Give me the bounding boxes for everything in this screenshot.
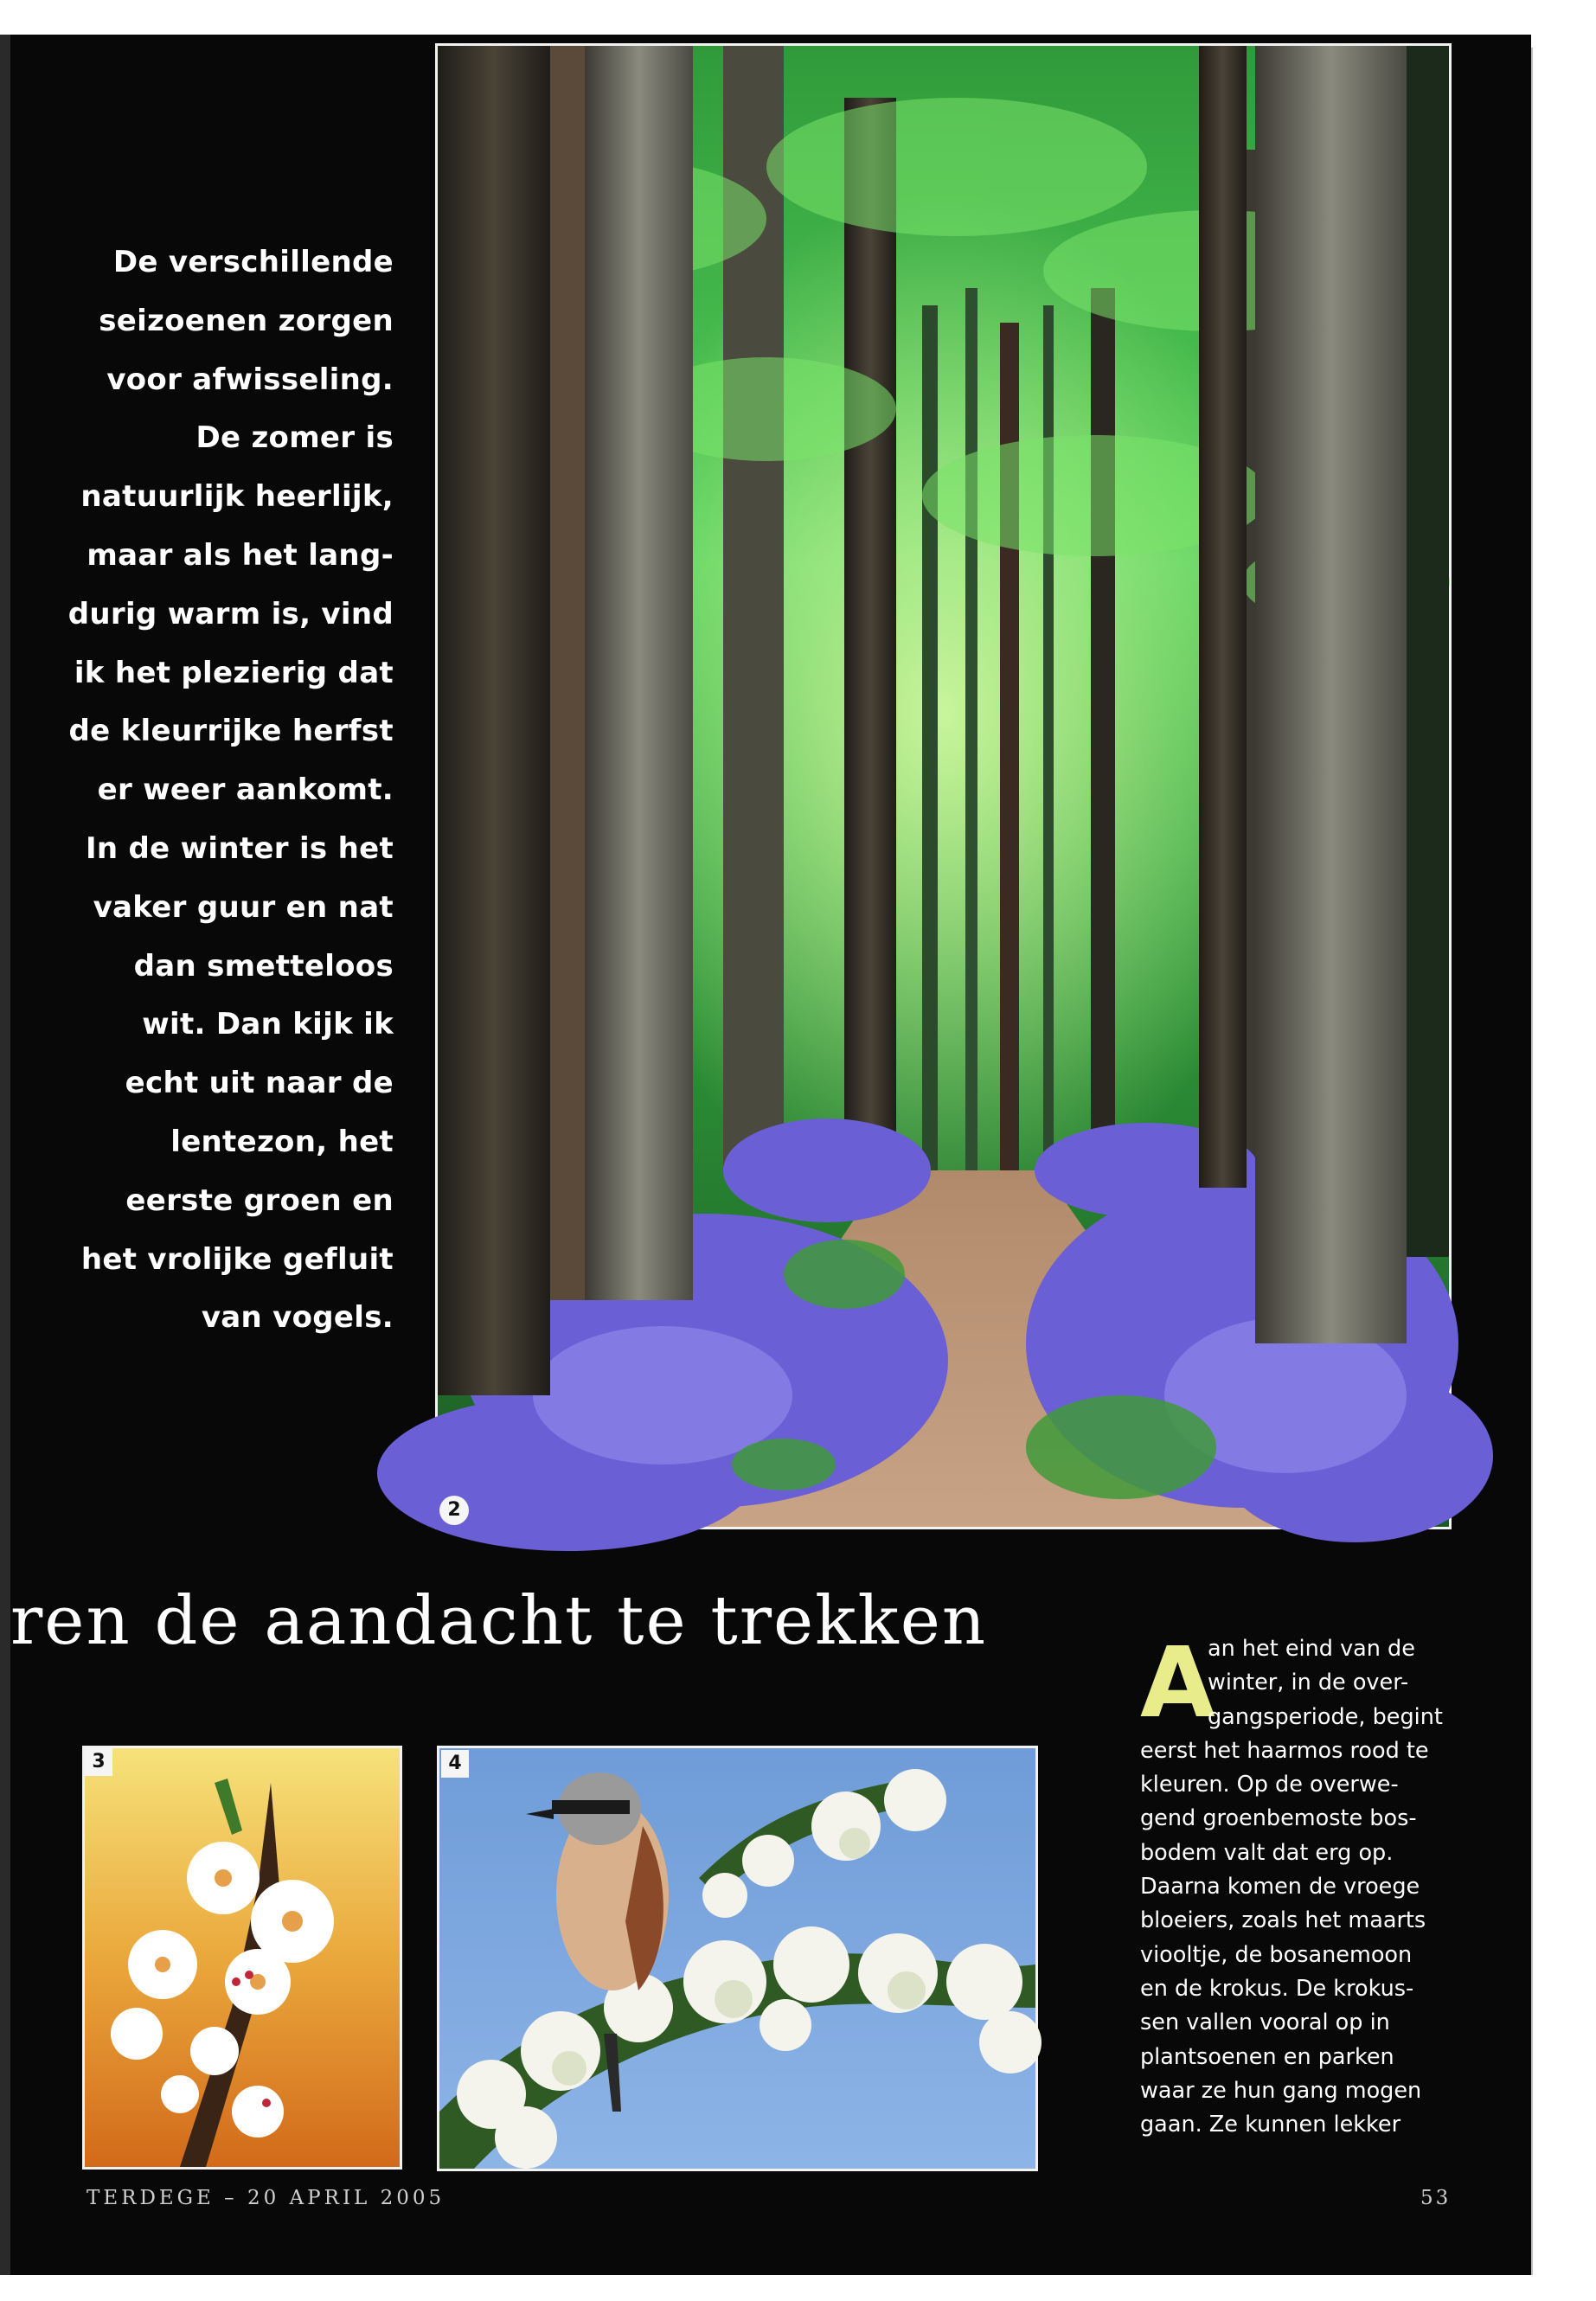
article-line: sen vallen vooral op in: [1140, 2009, 1390, 2036]
article-line: gaan. Ze kunnen lekker: [1140, 2112, 1401, 2138]
bird-photo: [437, 1746, 1038, 2171]
pull-quote-line: ik het plezierig dat: [74, 655, 394, 690]
article-line: eerst het haarmos rood te: [1140, 1737, 1429, 1764]
pull-quote-line: echt uit naar de: [125, 1066, 394, 1101]
article-line: gangsperiode, begint: [1208, 1703, 1443, 1730]
article-text: [1140, 1632, 1503, 2142]
pull-quote-line: de kleurrijke herfst: [68, 714, 394, 749]
blossom-photo: [82, 1746, 402, 2170]
pull-quote-line: vaker guur en nat: [93, 889, 394, 925]
pull-quote-line: De verschillende: [112, 245, 394, 279]
article-line: an het eind van de: [1208, 1636, 1415, 1662]
forest-photo: [435, 43, 1452, 1529]
page-margin: [1531, 35, 1596, 2275]
pull-quote-line: natuurlijk heerlijk,: [80, 479, 394, 515]
pull-quote: [52, 234, 394, 1348]
pull-quote-line: durig warm is, vind: [67, 596, 394, 631]
photo-number-badge: 3: [85, 1748, 112, 1776]
pull-quote-line: er weer aankomt.: [97, 772, 394, 808]
margin-rule: [1531, 48, 1533, 2275]
article-line: bodem valt dat erg op.: [1140, 1839, 1394, 1866]
page-fold-shadow: [0, 35, 10, 2275]
blossom-illustration: [85, 1748, 400, 2167]
pull-quote-line: De zomer is: [195, 420, 394, 456]
pull-quote-line: voor afwisseling.: [106, 362, 394, 397]
pull-quote-line: dan smetteloos: [133, 948, 394, 984]
article-line: kleuren. Op de overwe-: [1140, 1772, 1399, 1798]
pull-quote-line: seizoenen zorgen: [99, 303, 394, 338]
photo-number-badge: 4: [441, 1750, 469, 1778]
pull-quote-line: In de winter is het: [85, 830, 394, 866]
headline: ren de aandacht te trekken: [10, 1582, 988, 1660]
article-line: viooltje, de bosanemoon: [1140, 1941, 1413, 1968]
article-line: Daarna komen de vroege: [1140, 1874, 1420, 1900]
photo-number-badge: 2: [439, 1496, 469, 1525]
pull-quote-line: lentezon, het: [170, 1124, 394, 1159]
article-line: bloeiers, zoals het maarts: [1140, 1907, 1426, 1934]
article-line: en de krokus. De krokus-: [1140, 1975, 1414, 2002]
drop-cap-letter: A: [1140, 1627, 1215, 1740]
footer-publication: TERDEGE – 20 APRIL 2005: [87, 2187, 445, 2209]
article-line: winter, in de over-: [1208, 1670, 1409, 1696]
pull-quote-line: eerste groen en: [125, 1183, 394, 1218]
page-number: 53: [1420, 2187, 1452, 2209]
article-line: waar ze hun gang mogen: [1140, 2077, 1422, 2104]
pull-quote-line: het vrolijke gefluit: [80, 1241, 394, 1277]
article-line: gend groenbemoste bos-: [1140, 1805, 1417, 1832]
forest-illustration: [438, 46, 1449, 1527]
article-line: plantsoenen en parken: [1140, 2043, 1394, 2070]
pull-quote-line: wit. Dan kijk ik: [142, 1007, 394, 1042]
bird-illustration: [439, 1748, 1035, 2169]
pull-quote-line: maar als het lang-: [87, 537, 394, 573]
pull-quote-line: van vogels.: [201, 1300, 394, 1336]
